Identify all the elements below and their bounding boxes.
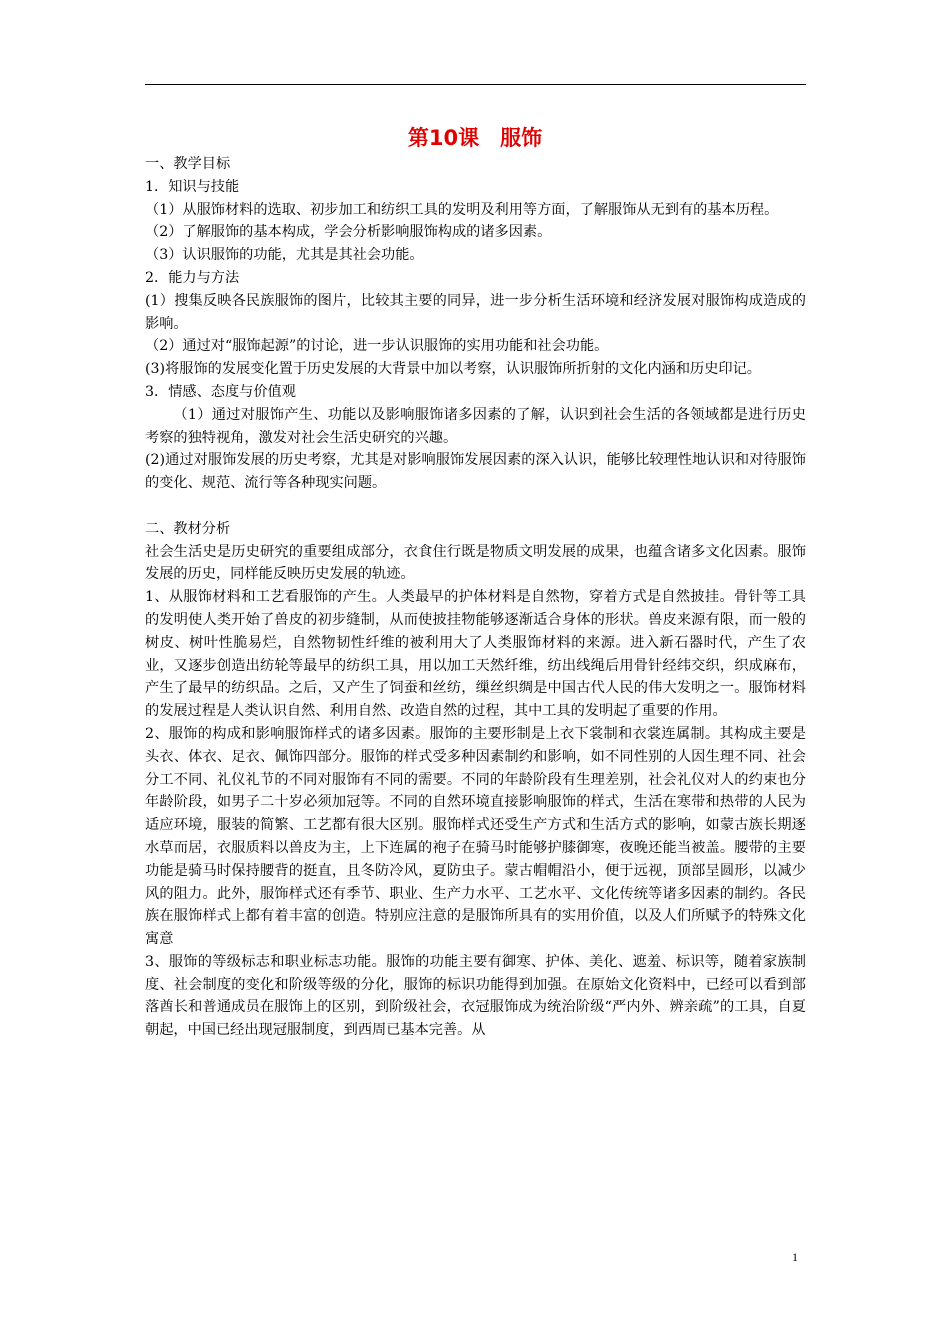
paragraph: (1）搜集反映各民族服饰的图片，比较其主要的同异，进一步分析生活环境和经济发展对服饰构成造成的影响。 — [145, 292, 806, 332]
document-title: 第10课 服饰 — [407, 126, 543, 150]
document-body — [145, 153, 806, 1042]
paragraph: （2）通过对“服饰起源”的讨论，进一步认识服饰的实用功能和社会功能。 — [145, 338, 609, 355]
subheading-knowledge-skills: 1．知识与技能 — [145, 178, 240, 195]
section-heading-material-analysis: 二、教材分析 — [145, 520, 231, 537]
paragraph: 1、从服饰材料和工艺看服饰的产生。人类最早的护体材料是自然物，穿着方式是自然披挂。骨针等工具的发明使人类开始了兽皮的初步缝制，从而使披挂物能够逐渐适合身体的形状。兽皮来源有限，而一般的树皮、树叶性脆易烂，自然物韧性纤维的被利用大了人类服饰材料的来源。进入新石器时代，产生了农业，又逐步创造出纺轮等最早的纺织工具，用以加工天然纤维，纺出线绳后用骨针经纬交织，织成麻布，产生了最早的纺织品。之后，又产生了饲蚕和丝纺，缫丝织绸是中国古代人民的伟大发明之一。服饰材料的发展过程是人类认识自然、利用自然、改造自然的过程，其中工具的发明起了重要的作用。 — [145, 589, 806, 720]
paragraph: (3)将服饰的发展变化置于历史发展的大背景中加以考察，认识服饰所折射的文化内涵和历史印记。 — [145, 361, 761, 378]
paragraph: （3）认识服饰的功能，尤其是其社会功能。 — [145, 247, 424, 264]
paragraph: 社会生活史是历史研究的重要组成部分，衣食住行既是物质文明发展的成果，也蕴含诸多文化因素。服饰发展的历史，同样能反映历史发展的轨迹。 — [145, 543, 806, 583]
paragraph: 3、服饰的等级标志和职业标志功能。服饰的功能主要有御寒、护体、美化、遮羞、标识等，随着家族制度、社会制度的变化和阶级等级的分化，服饰的标识功能得到加强。在原始文化资料中，已经可以看到部落酋长和普通成员在服饰上的区别，到阶级社会，衣冠服饰成为统治阶级“严内外、辨亲疏”的工具，自夏朝起，中国已经出现冠服制度，到西周已基本完善。从 — [145, 953, 806, 1039]
paragraph: (2)通过对服饰发展的历史考察，尤其是对影响服饰发展因素的深入认识，能够比较理性地认识和对待服饰的变化、规范、流行等各种现实问题。 — [145, 452, 806, 492]
subheading-emotion-values: 3．情感、态度与价值观 — [145, 383, 296, 400]
paragraph: （1）从服饰材料的选取、初步加工和纺织工具的发明及利用等方面，了解服饰从无到有的基本历程。 — [145, 201, 779, 218]
page-number: 1 — [792, 1250, 798, 1264]
paragraph: （2）了解服饰的基本构成，学会分析影响服饰构成的诸多因素。 — [145, 224, 552, 241]
paragraph: （1）通过对服饰产生、功能以及影响服饰诸多因素的了解，认识到社会生活的各领域都是进行历史考察的独特视角，激发对社会生活史研究的兴趣。 — [145, 406, 806, 446]
section-heading-objectives: 一、教学目标 — [145, 156, 231, 172]
spacer — [145, 495, 806, 518]
paragraph: 2、服饰的构成和影响服饰样式的诸多因素。服饰的主要形制是上衣下裳制和衣裳连属制。其构成主要是头衣、体衣、足衣、佩饰四部分。服饰的样式受多种因素制约和影响，如不同性别的人因生理不同、社会分工不同、礼仪礼节的不同对服饰有不同的需要。不同的年龄阶段有生理差别，社会礼仪对人的约束也分年龄阶段，如男子二十岁必须加冠等。不同的自然环境直接影响服饰的样式，生活在寒带和热带的人民为适应环境，服装的简繁、工艺都有很大区别。服饰样式还受生产方式和生活方式的影响，如蒙古族长期逐水草而居，衣服质料以兽皮为主，上下连属的袍子在骑马时能够护膝御寒，夜晚还能当被盖。腰带的主要功能是骑马时保持腰背的挺直，且冬防冷风，夏防虫子。蒙古帽帽沿小，便于远视，顶部呈圆形，以减少风的阻力。此外，服饰样式还有季节、职业、生产力水平、工艺水平、文化传统等诸多因素的制约。各民族在服饰样式上都有着丰富的创造。特别应注意的是服饰所具有的实用价值，以及人们所赋予的特殊文化寓意 — [145, 725, 806, 948]
header-rule — [145, 84, 806, 85]
subheading-ability-method: 2．能力与方法 — [145, 269, 240, 286]
